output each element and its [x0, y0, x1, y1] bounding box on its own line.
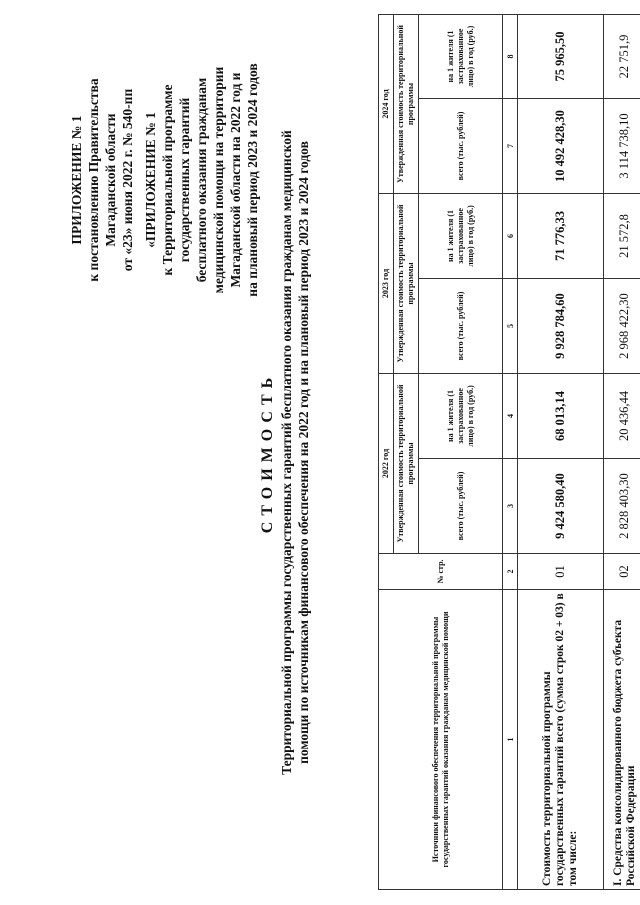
header-row-number: № стр.: [379, 554, 503, 590]
column-number: 6: [503, 194, 518, 279]
header-approved-cost: Утвержденная стоимость территориальной программы: [394, 15, 419, 194]
header-per-capita: на 1 жителя (1 застрахованное лицо) в год (руб.): [419, 194, 503, 279]
value-2024-total: 10 492 428,30: [518, 99, 604, 194]
value-2024-total: 3 114 738,10: [604, 99, 640, 194]
table-row: [604, 15, 640, 890]
header-line: к Территориальной программе: [160, 84, 175, 276]
header-line: Магаданской области на 2022 год и: [228, 72, 243, 288]
title-line: Территориальной программы государственных гарантий бесплатного оказания гражданам медицинской: [279, 130, 294, 775]
appendix-header: [68, 10, 261, 350]
header-total: всего (тыс. рублей): [419, 99, 503, 194]
value-2023-total: 9 928 784,60: [518, 279, 604, 374]
header-total: всего (тыс. рублей): [419, 459, 503, 554]
header-line: на плановый период 2023 и 2024 годов: [245, 63, 260, 297]
value-2022-per-capita: 68 013,14: [518, 374, 604, 459]
header-per-capita: на 1 жителя (1 застрахованное лицо) в год (руб.): [419, 374, 503, 459]
header-approved-cost: Утвержденная стоимость территориальной программы: [394, 194, 419, 374]
column-number: 8: [503, 15, 518, 99]
header-line: медицинской помощи на территории: [211, 66, 226, 294]
value-2023-total: 2 968 422,30: [604, 279, 640, 374]
header-line: ПРИЛОЖЕНИЕ № 1: [69, 115, 84, 245]
row-number: 02: [604, 554, 640, 590]
header-year-2023: 2023 год: [379, 194, 394, 374]
value-2022-total: 2 828 403,30: [604, 459, 640, 554]
header-line: Магаданской области: [103, 113, 118, 247]
column-number: 4: [503, 374, 518, 459]
document-title: [258, 20, 312, 885]
header-source: Источники финансового обеспечения территориальной программы государственных гарантий оказания гражданам медицинской помощи: [379, 590, 503, 890]
column-number: 2: [503, 554, 518, 590]
header-line: бесплатного оказания гражданам: [194, 77, 209, 283]
title-main: СТОИМОСТЬ: [259, 371, 276, 534]
title-line: помощи по источникам финансового обеспечения на 2022 год и на плановый период 2023 и 2024 годов: [296, 141, 311, 764]
column-number: 7: [503, 99, 518, 194]
row-number: 01: [518, 554, 604, 590]
header-line: от «23» июня 2022 г. № 540-пп: [120, 88, 135, 272]
header-line: государственных гарантий: [177, 97, 192, 263]
row-label: I. Средства консолидированного бюджета субъекта Российской Федерации: [604, 590, 640, 890]
value-2024-per-capita: 22 751,9: [604, 15, 640, 99]
header-year-2024: 2024 год: [379, 15, 394, 194]
header-line: к постановлению Правительства: [86, 78, 101, 282]
header-total: всего (тыс. рублей): [419, 279, 503, 374]
value-2022-total: 9 424 580,40: [518, 459, 604, 554]
header-per-capita: на 1 жителя (1 застрахованное лицо) в год (руб.): [419, 15, 503, 99]
header-year-2022: 2022 год: [379, 374, 394, 554]
value-2023-per-capita: 71 776,33: [518, 194, 604, 279]
column-number: 1: [503, 590, 518, 890]
column-number: 5: [503, 279, 518, 374]
value-2024-per-capita: 75 965,50: [518, 15, 604, 99]
header-line: «ПРИЛОЖЕНИЕ № 1: [143, 112, 158, 248]
cost-table: [378, 14, 640, 890]
column-number: 3: [503, 459, 518, 554]
header-approved-cost: Утвержденная стоимость территориальной программы: [394, 374, 419, 554]
value-2023-per-capita: 21 572,8: [604, 194, 640, 279]
value-2022-per-capita: 20 436,44: [604, 374, 640, 459]
row-label: Стоимость территориальной программы государственных гарантий всего (сумма строк 02 + 03) в том числе:: [518, 590, 604, 890]
table-row: [518, 15, 604, 890]
